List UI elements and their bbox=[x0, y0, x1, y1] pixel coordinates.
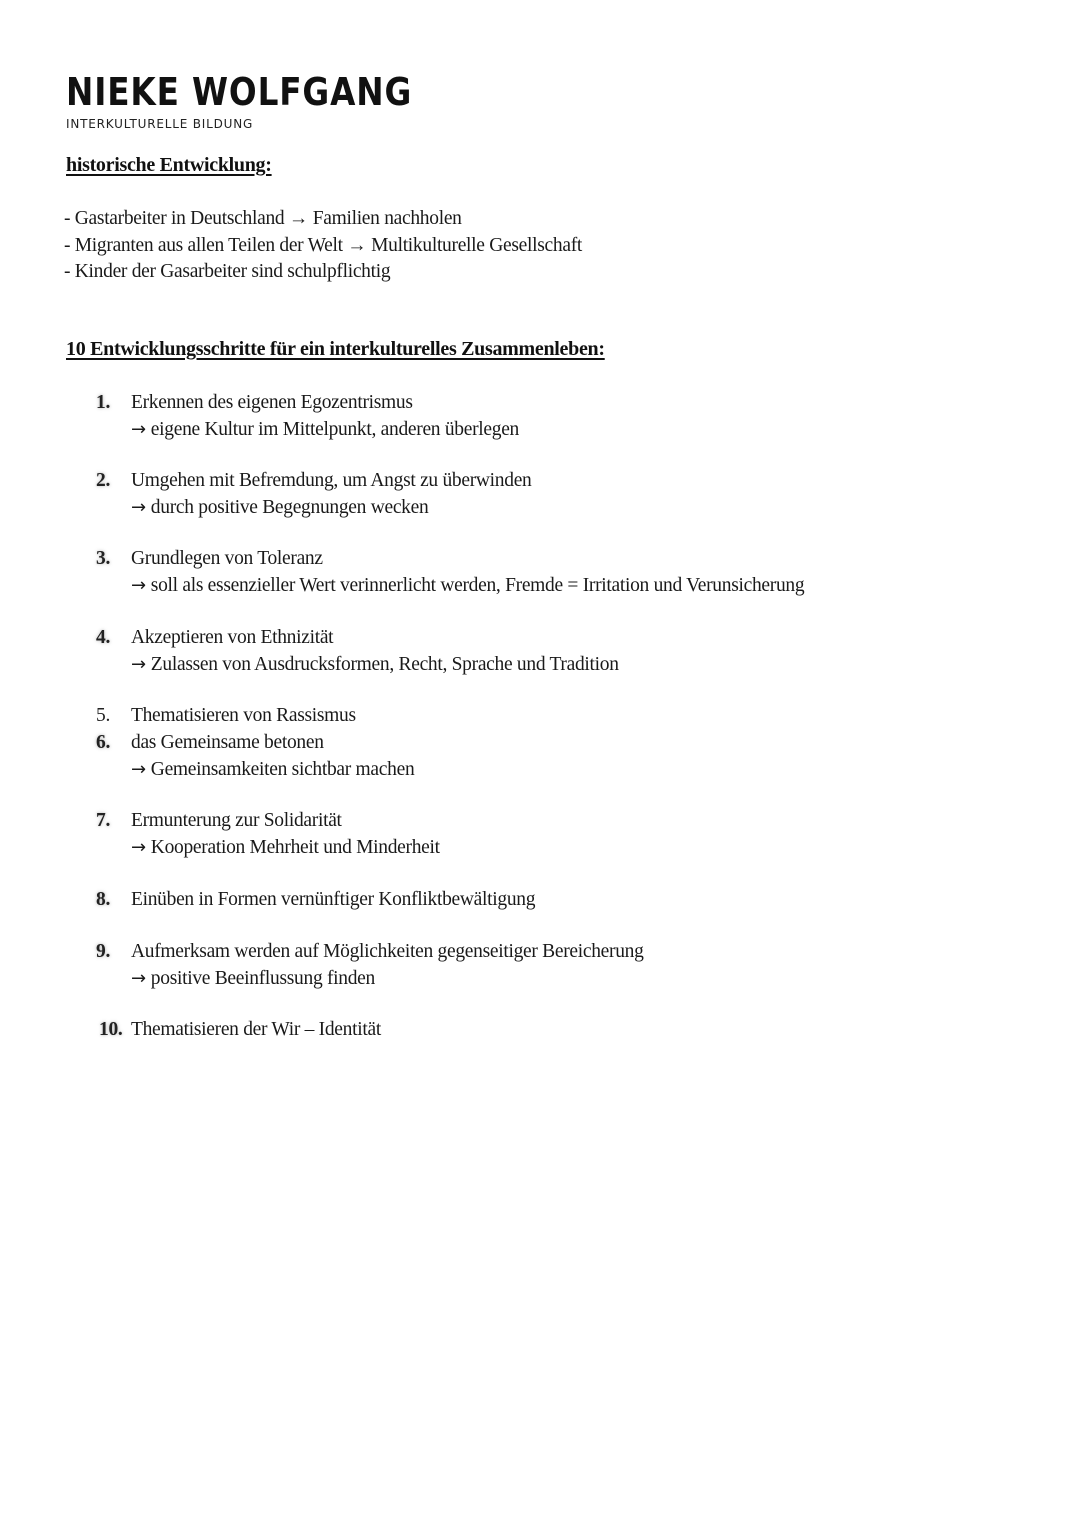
step-detail-text: durch positive Begegnungen wecken bbox=[150, 496, 429, 518]
step-number: 4. bbox=[96, 627, 111, 648]
history-item: - Kinder der Gasarbeiter sind schulpflichtig bbox=[64, 261, 391, 282]
step-number: 3. bbox=[96, 548, 111, 569]
step-number: 5. bbox=[96, 705, 111, 726]
step-text: Aufmerksam werden auf Möglichkeiten gegenseitiger Bereicherung bbox=[131, 941, 644, 962]
step-detail bbox=[0, 417, 1080, 444]
history-item: - Migranten aus allen Teilen der Welt → Multikulturelle Gesellschaft bbox=[64, 234, 583, 256]
step-detail bbox=[0, 652, 1080, 679]
step-detail-text: positive Beeinflussung finden bbox=[150, 967, 375, 989]
step-detail bbox=[0, 495, 1080, 522]
step-text: Thematisieren von Rassismus bbox=[131, 705, 356, 726]
step-detail-text: Gemeinsamkeiten sichtbar machen bbox=[150, 758, 415, 780]
step-item bbox=[0, 939, 1080, 992]
step-detail-text: eigene Kultur im Mittelpunkt, anderen überlegen bbox=[150, 418, 519, 440]
step-detail bbox=[0, 966, 1080, 993]
arrow-right-icon: → bbox=[131, 418, 146, 440]
step-item bbox=[0, 1017, 1080, 1044]
step-number: 7. bbox=[96, 810, 111, 831]
steps-heading: 10 Entwicklungsschritte für ein interkulturelles Zusammenleben: bbox=[66, 338, 605, 360]
step-text: Akzeptieren von Ethnizität bbox=[131, 627, 334, 648]
arrow-right-icon: → bbox=[131, 758, 146, 780]
step-item bbox=[0, 625, 1080, 678]
step-item bbox=[0, 703, 1080, 730]
step-number: 2. bbox=[96, 470, 111, 491]
step-item bbox=[0, 887, 1080, 914]
document-title: NIEKE WOLFGANG bbox=[66, 70, 413, 114]
step-text: Einüben in Formen vernünftiger Konfliktbewältigung bbox=[131, 889, 536, 910]
step-number: 9. bbox=[96, 941, 111, 962]
history-heading: historische Entwicklung: bbox=[66, 154, 272, 176]
document-subtitle: INTERKULTURELLE BILDUNG bbox=[66, 117, 254, 131]
step-detail-text: Zulassen von Ausdrucksformen, Recht, Sprache und Tradition bbox=[150, 653, 619, 675]
step-text: Thematisieren der Wir – Identität bbox=[131, 1019, 381, 1040]
step-item bbox=[0, 546, 1080, 599]
step-detail bbox=[0, 835, 1080, 862]
arrow-right-icon: → bbox=[131, 496, 146, 518]
step-text: Grundlegen von Toleranz bbox=[131, 548, 323, 569]
arrow-right-icon: → bbox=[131, 653, 146, 675]
step-number: 8. bbox=[96, 889, 111, 910]
step-text: Umgehen mit Befremdung, um Angst zu überwinden bbox=[131, 470, 532, 491]
step-item bbox=[0, 808, 1080, 861]
history-item: - Gastarbeiter in Deutschland → Familien nachholen bbox=[64, 208, 462, 229]
step-number: 6. bbox=[96, 732, 111, 753]
step-detail bbox=[0, 573, 1080, 600]
step-detail-text: soll als essenzieller Wert verinnerlicht werden, Fremde = Irritation und Verunsicherung bbox=[150, 574, 805, 596]
step-item bbox=[0, 730, 1080, 783]
arrow-right-icon: → bbox=[131, 574, 146, 596]
step-item bbox=[0, 468, 1080, 521]
arrow-right-icon: → bbox=[131, 967, 146, 989]
step-number: 1. bbox=[96, 392, 111, 413]
step-item bbox=[0, 390, 1080, 443]
history-list bbox=[64, 206, 582, 286]
step-detail bbox=[0, 757, 1080, 784]
step-detail-text: Kooperation Mehrheit und Minderheit bbox=[150, 836, 440, 858]
arrow-right-icon: → bbox=[131, 836, 146, 858]
step-text: Erkennen des eigenen Egozentrismus bbox=[131, 392, 413, 413]
step-text: das Gemeinsame betonen bbox=[131, 732, 324, 753]
step-text: Ermunterung zur Solidarität bbox=[131, 810, 342, 831]
step-number: 10. bbox=[99, 1019, 123, 1040]
